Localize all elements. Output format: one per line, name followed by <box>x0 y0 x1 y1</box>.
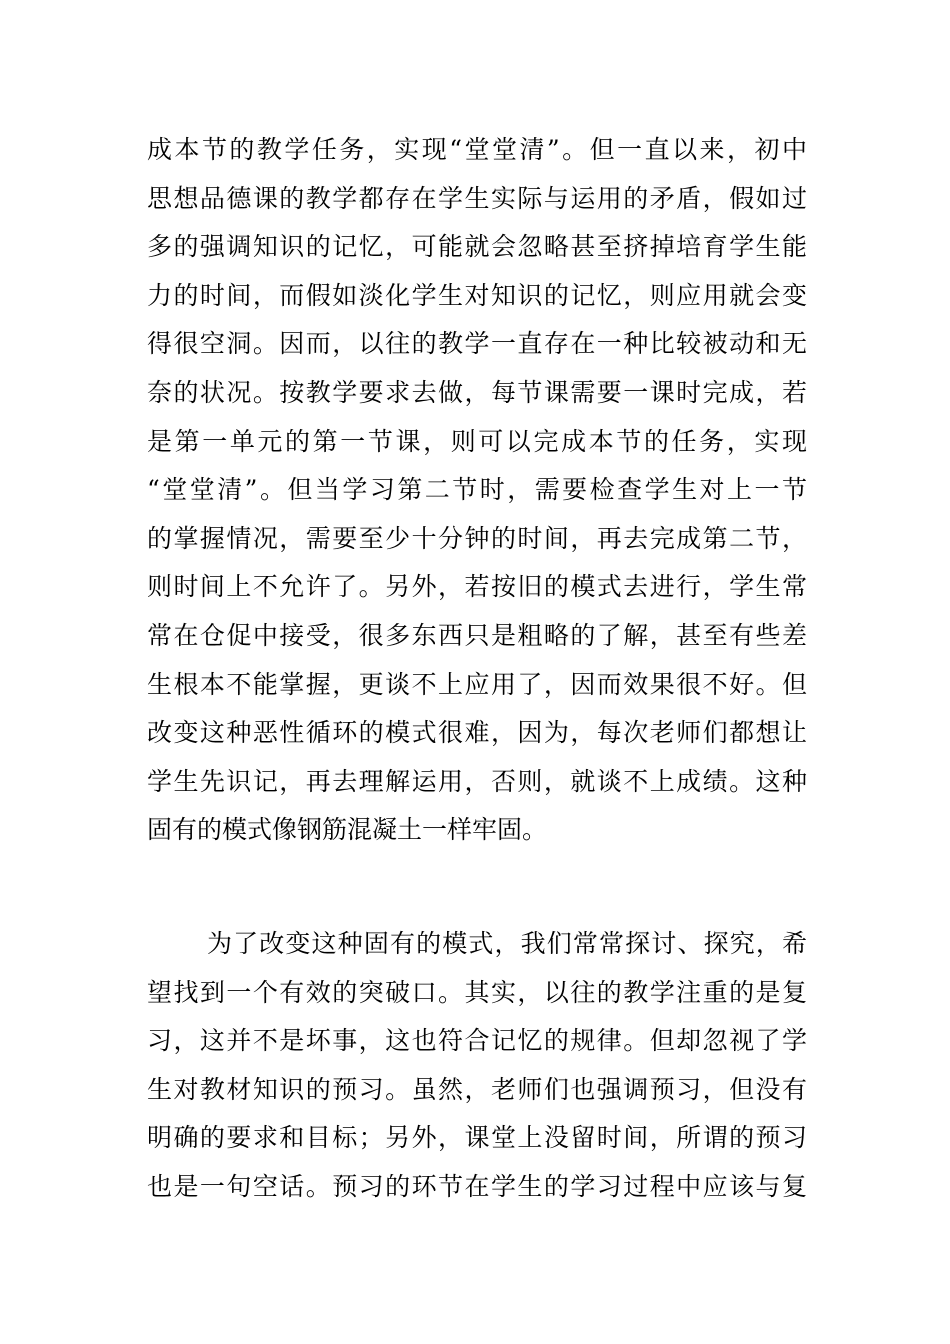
paragraph-line: 得很空洞。因而，以往的教学一直存在一种比较被动和无 <box>147 329 807 359</box>
paragraph-line: 固有的模式像钢筋混凝土一样牢固。 <box>147 815 548 845</box>
paragraph-line: 力的时间，而假如淡化学生对知识的记忆，则应用就会变 <box>147 280 807 310</box>
paragraph-line: 常在仓促中接受，很多东西只是粗略的了解，甚至有些差 <box>147 620 807 650</box>
paragraph-line: 明确的要求和目标；另外，课堂上没留时间，所谓的预习 <box>147 1123 807 1153</box>
paragraph-line: 多的强调知识的记忆，可能就会忽略甚至挤掉培育学生能 <box>147 232 807 262</box>
paragraph-line: 生根本不能掌握，更谈不上应用了，因而效果很不好。但 <box>147 669 807 699</box>
paragraph-line: 生对教材知识的预习。虽然，老师们也强调预习，但没有 <box>147 1074 807 1104</box>
paragraph-line: 的掌握情况，需要至少十分钟的时间，再去完成第二节， <box>147 523 807 553</box>
paragraph-line: 是第一单元的第一节课，则可以完成本节的任务，实现 <box>147 426 807 456</box>
paragraph-line: 思想品德课的教学都存在学生实际与运用的矛盾，假如过 <box>147 183 807 213</box>
paragraph-line: 也是一句空话。预习的环节在学生的学习过程中应该与复 <box>147 1171 807 1201</box>
paragraph-line: 望找到一个有效的突破口。其实，以往的教学注重的是复 <box>147 977 807 1007</box>
paragraph-line: “堂堂清”。但当学习第二节时，需要检查学生对上一节 <box>147 475 807 505</box>
paragraph-2 <box>147 920 807 1212</box>
paragraph-line: 成本节的教学任务，实现“堂堂清”。但一直以来，初中 <box>147 135 807 164</box>
paragraph-line: 改变这种恶性循环的模式很难，因为，每次老师们都想让 <box>147 718 807 748</box>
paragraph-line: 学生先识记，再去理解运用，否则，就谈不上成绩。这种 <box>147 766 807 796</box>
paragraph-1 <box>147 126 807 855</box>
paragraph-line: 则时间上不允许了。另外，若按旧的模式去进行，学生常 <box>147 572 807 602</box>
paragraph-line: 习，这并不是坏事，这也符合记忆的规律。但却忽视了学 <box>147 1026 807 1056</box>
paragraph-line: 为了改变这种固有的模式，我们常常探讨、探究，希 <box>207 929 807 958</box>
paragraph-line: 奈的状况。按教学要求去做，每节课需要一课时完成，若 <box>147 377 807 407</box>
